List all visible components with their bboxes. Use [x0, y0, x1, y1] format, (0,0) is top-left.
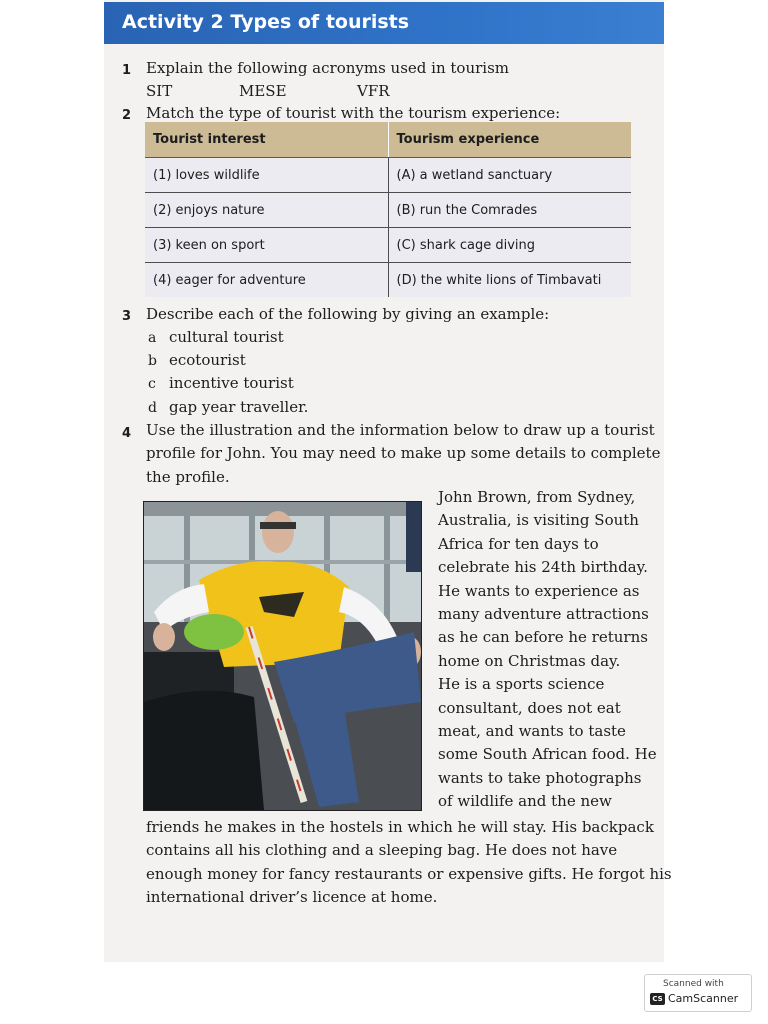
- activity-title: Activity 2 Types of tourists: [122, 11, 410, 33]
- profile-line: John Brown, from Sydney,: [438, 488, 636, 506]
- item-letter-d: d: [148, 400, 157, 416]
- question-4-line: the profile.: [146, 468, 230, 486]
- profile-line: enough money for fancy restaurants or expensive gifts. He forgot his: [146, 864, 672, 883]
- question-4-line: profile for John. You may need to make up some details to complete: [146, 444, 661, 462]
- interest-cell: (1) loves wildlife: [145, 158, 388, 193]
- item-letter-b: b: [148, 353, 157, 369]
- profile-line: wants to take photographs: [438, 768, 642, 787]
- scanned-with-text: Scanned with: [663, 979, 724, 989]
- photo-illustration: [144, 502, 421, 810]
- experience-cell: (C) shark cage diving: [388, 228, 631, 263]
- profile-line: many adventure attractions: [438, 605, 649, 624]
- profile-line: home on Christmas day.: [438, 651, 621, 670]
- camscanner-watermark: [644, 974, 752, 1012]
- table-row: [145, 193, 631, 228]
- item-text-a: cultural tourist: [169, 328, 284, 346]
- john-brown-photo: [143, 501, 422, 811]
- profile-side-text: [438, 486, 657, 814]
- profile-line: some South African food. He: [438, 745, 657, 764]
- question-number-1: 1: [122, 63, 132, 78]
- item-text-b: ecotourist: [169, 351, 246, 369]
- profile-line: meat, and wants to taste: [438, 722, 626, 741]
- profile-line: of wildlife and the new: [438, 792, 612, 811]
- experience-cell: (B) run the Comrades: [388, 193, 631, 228]
- profile-line: Africa for ten days to: [438, 534, 599, 553]
- column-header-tourist-interest: Tourist interest: [145, 122, 388, 158]
- interest-cell: (4) eager for adventure: [145, 263, 388, 298]
- question-1-text: Explain the following acronyms used in tourism: [146, 59, 509, 77]
- acronym-vfr: VFR: [357, 82, 390, 100]
- acronym-mese: MESE: [239, 82, 287, 100]
- profile-line: as he can before he returns: [438, 628, 648, 647]
- table-row: [145, 228, 631, 263]
- profile-line: Australia, is visiting South: [438, 511, 639, 530]
- table-row: [145, 263, 631, 298]
- interest-cell: (2) enjoys nature: [145, 193, 388, 228]
- interest-cell: (3) keen on sport: [145, 228, 388, 263]
- profile-line: consultant, does not eat: [438, 698, 621, 717]
- question-number-4: 4: [122, 426, 132, 441]
- column-header-tourism-experience: Tourism experience: [388, 122, 631, 158]
- experience-cell: (A) a wetland sanctuary: [388, 158, 631, 193]
- camscanner-logo-icon: CS: [650, 993, 665, 1005]
- question-2-text: Match the type of tourist with the tourism experience:: [146, 104, 561, 122]
- question-number-3: 3: [122, 309, 132, 324]
- item-letter-c: c: [148, 376, 156, 392]
- question-4-line: Use the illustration and the information below to draw up a tourist: [146, 421, 655, 439]
- profile-full-text: [146, 816, 672, 910]
- experience-cell: (D) the white lions of Timbavati: [388, 263, 631, 298]
- profile-line: international driver’s licence at home.: [146, 888, 438, 907]
- profile-line: friends he makes in the hostels in which he will stay. His backpack: [146, 818, 654, 836]
- matching-table: [145, 122, 631, 297]
- item-letter-a: a: [148, 330, 157, 346]
- table-row: [145, 158, 631, 193]
- profile-line: He is a sports science: [438, 675, 605, 694]
- acronym-sit: SIT: [146, 82, 173, 100]
- item-text-d: gap year traveller.: [169, 398, 309, 416]
- profile-line: celebrate his 24th birthday.: [438, 558, 648, 577]
- table-header-row: [145, 122, 631, 158]
- item-text-c: incentive tourist: [169, 374, 294, 392]
- profile-line: contains all his clothing and a sleeping bag. He does not have: [146, 841, 618, 860]
- activity-banner: [104, 2, 664, 44]
- question-3-text: Describe each of the following by giving an example:: [146, 305, 550, 323]
- question-number-2: 2: [122, 108, 132, 123]
- profile-line: He wants to experience as: [438, 581, 640, 600]
- camscanner-name: CamScanner: [668, 992, 739, 1005]
